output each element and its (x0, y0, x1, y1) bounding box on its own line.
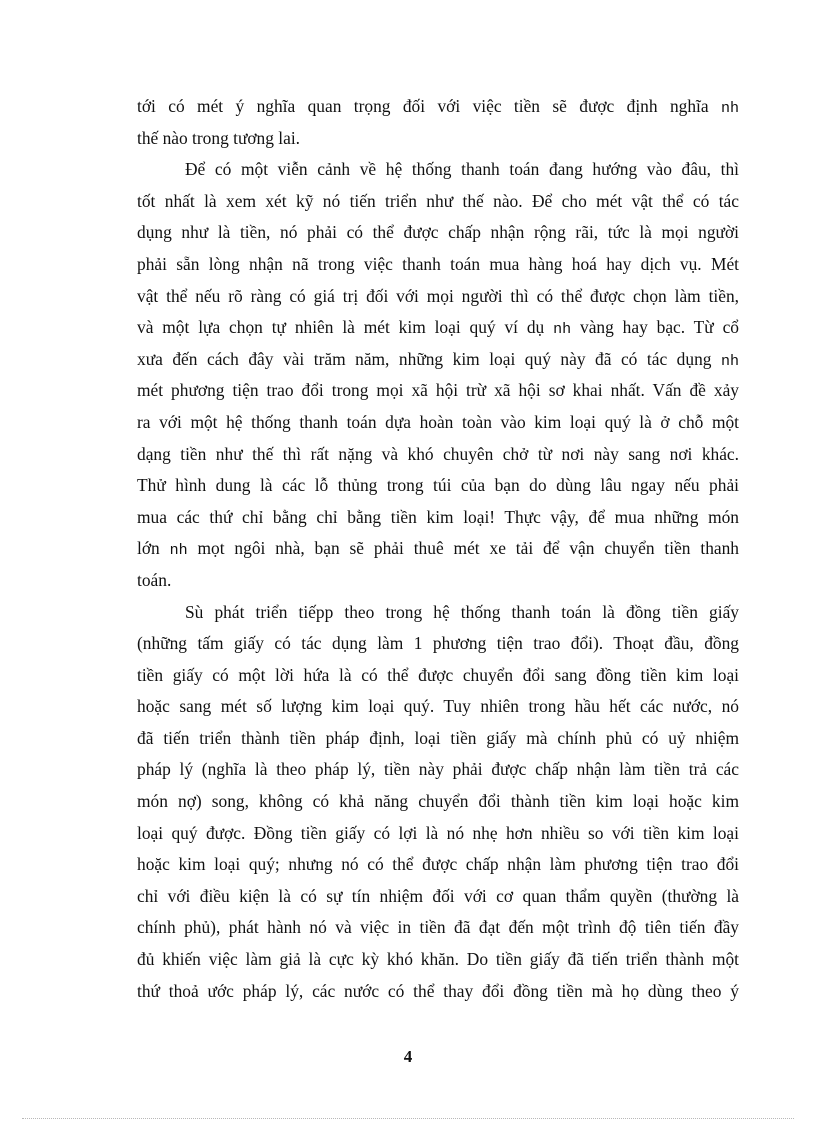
paragraph-start-line: Sù phát triển tiếpp theo trong hệ thống thanh toán là đồng tiền giấy (185, 601, 739, 622)
text-line: chỉ với điều kiện là có sự tín nhiệm đối với cơ quan thẩm quyền (thường là (137, 885, 739, 906)
text-line: xưa đến cách đây vài trăm năm, những kim loại quý này đã có tác dụng nh (137, 348, 739, 370)
text-line: Thử hình dung là các lỗ thủng trong túi của bạn do dùng lâu ngay nếu phải (137, 475, 739, 496)
page-bottom-divider (22, 1118, 794, 1119)
text-line: phải sẵn lòng nhận nã trong việc thanh toán mua hàng hoá hay dịch vụ. Mét (137, 253, 739, 274)
text-line: mua các thứ chỉ bằng chỉ bằng tiền kim loại! Thực vậy, để mua những món (137, 506, 739, 527)
text-line: thứ thoả ước pháp lý, các nước có thể thay đổi đồng tiền mà họ dùng theo ý (137, 980, 739, 1001)
text-line: toán. (137, 569, 172, 590)
text-line: loại quý được. Đồng tiền giấy có lợi là nó nhẹ hơn nhiều so với tiền kim loại (137, 822, 739, 843)
body-text (137, 91, 739, 1007)
text-line: hoặc sang mét số lượng kim loại quý. Tuy nhiên trong hầu hết các nước, nó (137, 696, 739, 717)
text-line: pháp lý (nghĩa là theo pháp lý, tiền này phải được chấp nhận làm tiền trả các (137, 759, 739, 780)
text-line: chính phủ), phát hành nó và việc in tiền đã đạt đến một trình độ tiên tiến đầy (137, 917, 739, 938)
text-line: món nợ) song, không có khả năng chuyển đổi thành tiền kim loại hoặc kim (137, 791, 739, 812)
text-line: tốt nhất là xem xét kỹ nó tiến triển như thế nào. Để cho mét vật thể có tác (137, 190, 739, 211)
text-line: lớn nh mọt ngôi nhà, bạn sẽ phải thuê mét xe tải để vận chuyển tiền thanh (137, 538, 739, 560)
page-number: 4 (403, 1047, 413, 1066)
text-line: hoặc kim loại quý; nhưng nó có thể được chấp nhận làm phương tiện trao đổi (137, 854, 739, 875)
text-line: dạng tiền như thế thì rất nặng và khó chuyên chở từ nơi này sang nơi khác. (137, 443, 739, 464)
text-line: tới có mét ý nghĩa quan trọng đối với việc tiền sẽ được định nghĩa nh (137, 96, 739, 117)
text-line: mét phương tiện trao đổi trong mọi xã hội trừ xã hội sơ khai nhất. Vấn đề xảy (137, 380, 739, 401)
text-line: đã tiến triển thành tiền pháp định, loại tiền giấy mà chính phủ có uỷ nhiệm (137, 727, 739, 748)
paragraph-start-line: Để có một viễn cảnh về hệ thống thanh toán đang hướng vào đâu, thì (185, 159, 739, 180)
text-line: và một lựa chọn tự nhiên là mét kim loại quý ví dụ nh vàng hay bạc. Từ cổ (137, 317, 739, 339)
text-line: thế nào trong tương lai. (137, 127, 301, 148)
text-line: (những tấm giấy có tác dụng làm 1 phương tiện trao đổi). Thoạt đầu, đồng (137, 633, 739, 654)
text-line: ra với một hệ thống thanh toán dựa hoàn toàn vào kim loại quý là ở chỗ một (137, 411, 739, 432)
text-line: dụng như là tiền, nó phải có thể được chấp nhận rộng rãi, tức là mọi người (137, 222, 739, 243)
text-line: đủ khiến việc làm giả là cực kỳ khó khăn. Do tiền giấy đã tiến triển thành một (137, 949, 739, 970)
text-line: vật thể nếu rõ ràng có giá trị đối với mọi người thì có thể được chọn làm tiền, (137, 285, 739, 306)
text-line: tiền giấy có một lời hứa là có thể được chuyển đổi sang đồng tiền kim loại (137, 664, 739, 685)
